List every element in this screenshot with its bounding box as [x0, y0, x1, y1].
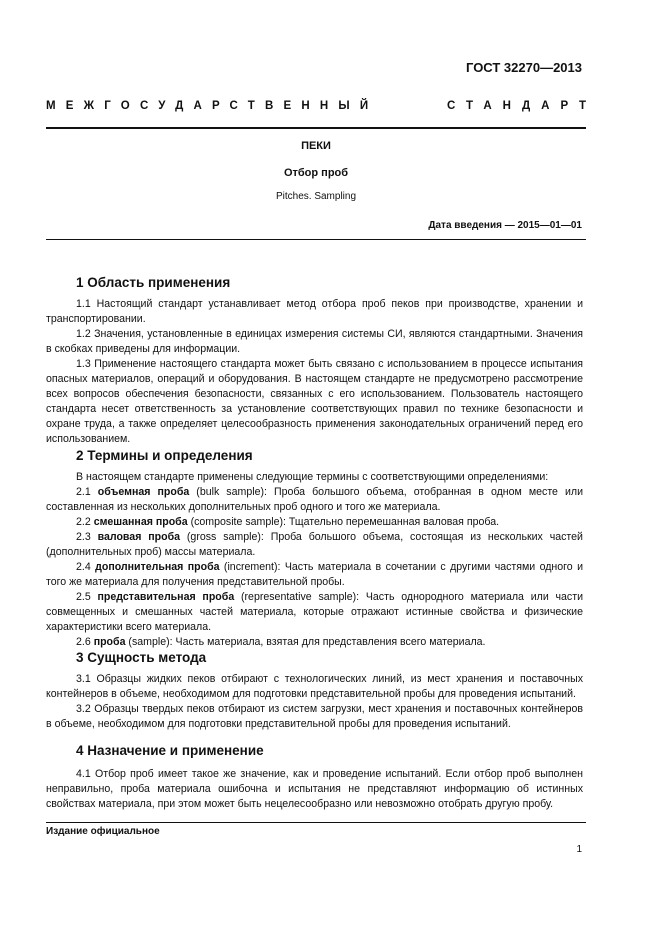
footer-rule — [46, 822, 586, 823]
term-name: представительная проба — [97, 591, 235, 603]
term-name: смешанная проба — [93, 516, 188, 528]
document-subtitle: Отбор проб — [283, 167, 349, 179]
paragraph-1-1: 1.1 Настоящий стандарт устанавливает метод отбора проб пеков при производстве, хранении и транспортировании. — [46, 298, 583, 325]
term-name: проба — [93, 636, 126, 648]
term-number: 2.5 — [76, 591, 91, 603]
term-number: 2.2 — [76, 516, 91, 528]
term-name: дополнительная проба — [95, 561, 220, 573]
section-1-heading: 1 Область применения — [76, 275, 231, 290]
introduction-date: Дата введения — 2015—01—01 — [428, 220, 582, 231]
paragraph-1-2: 1.2 Значения, установленные в единицах измерения системы СИ, являются стандартными. Значения в скобках приведены для информации. — [46, 328, 583, 355]
document-title-english: Pitches. Sampling — [275, 191, 357, 202]
section-4-body — [46, 767, 583, 812]
paragraph-3-1: 3.1 Образцы жидких пеков отбирают с технологических линий, из мест хранения и поставочных контейнеров в объеме, необходимом для подготовки представительной пробы для проведения испытаний. — [46, 673, 583, 700]
paragraph-3-2: 3.2 Образцы твердых пеков отбирают из систем загрузки, мест хранения и поставочных контейнеров в объеме, необходимом для подготовки представительной пробы для проведения испытаний. — [46, 703, 583, 730]
banner-word-interstate: МЕЖГОСУДАРСТВЕННЫЙ — [46, 100, 379, 112]
term-definition: (sample): Часть материала, взятая для представления всего материала. — [125, 636, 486, 648]
term-2-1 — [46, 485, 583, 515]
term-definition: (gross sample): Проба большого объема, состоящая из нескольких частей (дополнительных проб) массы материала. — [46, 531, 583, 558]
term-definition: (increment): Часть материала в сочетании с другими частями одного и того же материала для получения представительной пробы. — [46, 561, 583, 588]
term-definition: (representative sample): Часть однородного материала или части совмещенных и смешанных частей материала, которые отражают истинные свойства и физические характеристики всего материала. — [46, 591, 583, 633]
section-2-body — [46, 470, 583, 650]
section-3-body — [46, 672, 583, 732]
term-2-5 — [46, 590, 583, 635]
section-4-heading: 4 Назначение и применение — [76, 743, 264, 758]
official-edition-label: Издание официальное — [46, 826, 160, 837]
header-rule — [46, 127, 586, 129]
standard-banner — [46, 100, 597, 112]
terms-intro: В настоящем стандарте применены следующие термины с соответствующими определениями: — [76, 471, 549, 483]
term-name: объемная проба — [97, 486, 190, 498]
term-definition: (composite sample): Тщательно перемешанная валовая проба. — [187, 516, 500, 528]
term-2-6 — [46, 635, 583, 650]
page-number: 1 — [576, 844, 582, 855]
paragraph-4-1: 4.1 Отбор проб имеет такое же значение, как и проведение испытаний. Если отбор проб выполнен неправильно, проба материала ошибочна и испытания не представляют информацию об истинных свойствах материала, при этом может быть нецелесообразно или невозможно отобрать другую пробу. — [46, 768, 583, 810]
section-2-heading: 2 Термины и определения — [76, 448, 253, 463]
paragraph-1-3: 1.3 Применение настоящего стандарта может быть связано с использованием в процессе испытания опасных материалов, операций и оборудования. В настоящем стандарте не предусмотрено рассмотрение всех вопросов обеспечения безопасности, связанных с его использованием. Пользователь настоящего стандарта несет ответственность за установление соответствующих правил по технике безопасности и охране труда, а также определяет целесообразность применения законодательных ограничений перед его использованием. — [46, 358, 583, 445]
term-definition: (bulk sample): Проба большого объема, отобранная в одном месте или составленная из нескольких дополнительных проб одного и того же материала. — [46, 486, 583, 513]
term-number: 2.4 — [76, 561, 91, 573]
term-number: 2.1 — [76, 486, 91, 498]
term-name: валовая проба — [97, 531, 181, 543]
standard-number: ГОСТ 32270—2013 — [466, 60, 582, 75]
banner-word-standard: СТАНДАРТ — [447, 100, 597, 112]
date-rule — [46, 239, 586, 240]
term-2-3 — [46, 530, 583, 560]
term-2-2 — [46, 515, 583, 530]
section-1-body — [46, 297, 583, 447]
term-number: 2.3 — [76, 531, 91, 543]
section-3-heading: 3 Сущность метода — [76, 650, 207, 665]
document-title: ПЕКИ — [301, 140, 331, 152]
term-number: 2.6 — [76, 636, 91, 648]
term-2-4 — [46, 560, 583, 590]
